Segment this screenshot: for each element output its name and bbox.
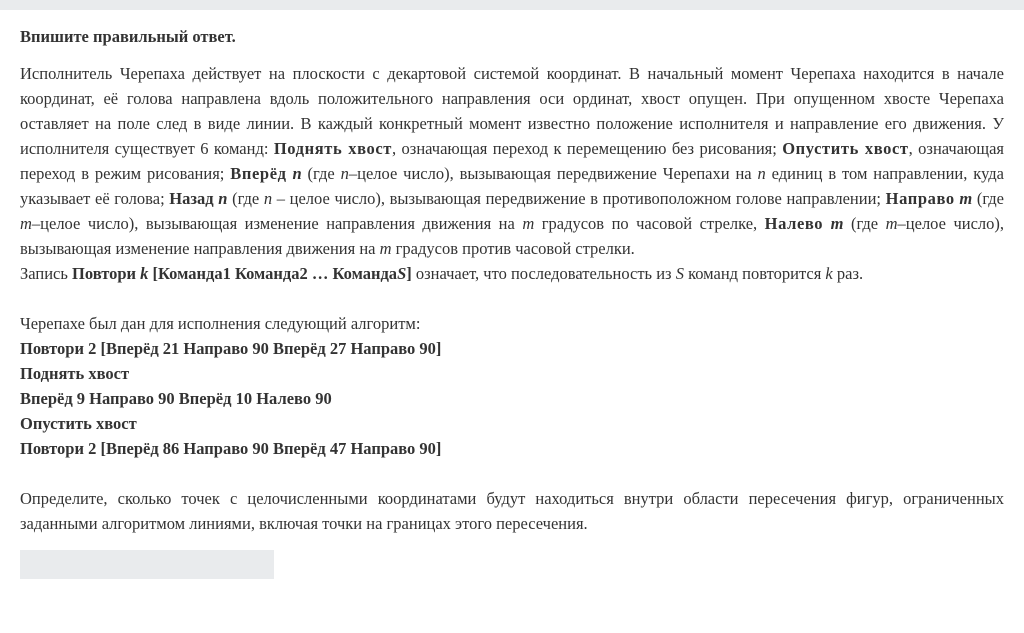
var-n: n [292, 164, 302, 183]
algorithm-intro: Черепахе был дан для исполнения следующий алгоритм: [20, 314, 421, 333]
var-n: n [263, 189, 273, 208]
var-n: n [218, 189, 228, 208]
var-m: m [20, 214, 32, 233]
var-m: m [830, 214, 844, 233]
task-description [20, 61, 1004, 286]
command-lower-tail: Опустить хвост [782, 139, 909, 158]
var-k: k [140, 264, 149, 283]
task-text: , означающая переход в режим рисования; [20, 139, 1005, 183]
task-text: (где [301, 164, 341, 183]
var-m: m [522, 214, 535, 233]
command-right: Направо [885, 189, 955, 208]
task-text: –целое число), вызывающая изменение направления движения на [31, 214, 523, 233]
task-text: – целое число), вызывающая передвижение в противоположном голове направлении; [272, 189, 886, 208]
var-m: m [885, 214, 898, 233]
repeat-syntax [72, 264, 412, 283]
task-text: Запись [20, 264, 73, 283]
repeat-bracket: ] [406, 264, 412, 283]
task-text: градусов по часовой стрелке, [534, 214, 765, 233]
task-text: Исполнитель Черепаха действует на плоскости с декартовой системой координат. В начальный момент Черепаха находится в начале координат, её голова направлена вдоль положительного направления оси ординат, хвост опущен. При опущенном хвосте Черепаха оставляет на поле след в виде линии. В каждый конкретный момент известно положение исполнителя и направление его движения. У исполнителя существует 6 команд: [20, 64, 1004, 158]
task-text: (где [227, 189, 264, 208]
algorithm-line: Повтори 2 [Вперёд 86 Направо 90 Вперёд 47 Направо 90] [20, 439, 442, 458]
task-text: , означающая переход к перемещению без рисования; [392, 139, 783, 158]
task-text: (где [843, 214, 886, 233]
repeat-commands: [Команда1 Команда2 … Команда [148, 264, 398, 283]
task-text: –целое число), вызывающая передвижение Черепахи на [348, 164, 758, 183]
algorithm-line: Вперёд 9 Направо 90 Вперёд 10 Налево 90 [20, 389, 332, 408]
task-text: (где [972, 189, 1004, 208]
task-text: градусов против часовой стрелки. [391, 239, 635, 258]
instruction-heading: Впишите правильный ответ. [20, 27, 236, 46]
var-n: n [757, 164, 766, 183]
task-text: единиц в том направлении, куда указывает её голова; [20, 164, 1004, 208]
algorithm-block [20, 336, 1004, 461]
command-left: Налево [764, 214, 824, 233]
task-text: означает, что последовательность из [411, 264, 676, 283]
task-text: команд повторится [683, 264, 826, 283]
task-content [0, 27, 1024, 579]
task-text: –целое число), вызывающая изменение направления движения на [20, 214, 1005, 258]
var-m: m [959, 189, 973, 208]
algorithm-line: Опустить хвост [20, 414, 137, 433]
top-bar [0, 0, 1024, 10]
command-forward: Вперёд [230, 164, 287, 183]
var-n: n [340, 164, 349, 183]
repeat-keyword: Повтори [72, 264, 141, 283]
command-back: Назад [169, 189, 214, 208]
var-m: m [379, 239, 392, 258]
var-k: k [825, 264, 833, 283]
question-text: Определите, сколько точек с целочисленными координатами будут находиться внутри области пересечения фигур, ограниченных заданными алгоритмом линиями, включая точки на границах этого пересечения. [20, 489, 1004, 533]
answer-input[interactable] [20, 550, 274, 579]
task-text: раз. [832, 264, 864, 283]
var-s: S [675, 264, 684, 283]
var-s: S [397, 264, 407, 283]
algorithm-line: Повтори 2 [Вперёд 21 Направо 90 Вперёд 27 Направо 90] [20, 339, 442, 358]
command-raise-tail: Поднять хвост [273, 139, 393, 158]
spacer [20, 286, 1004, 311]
algorithm-line: Поднять хвост [20, 364, 130, 383]
spacer [20, 461, 1004, 486]
